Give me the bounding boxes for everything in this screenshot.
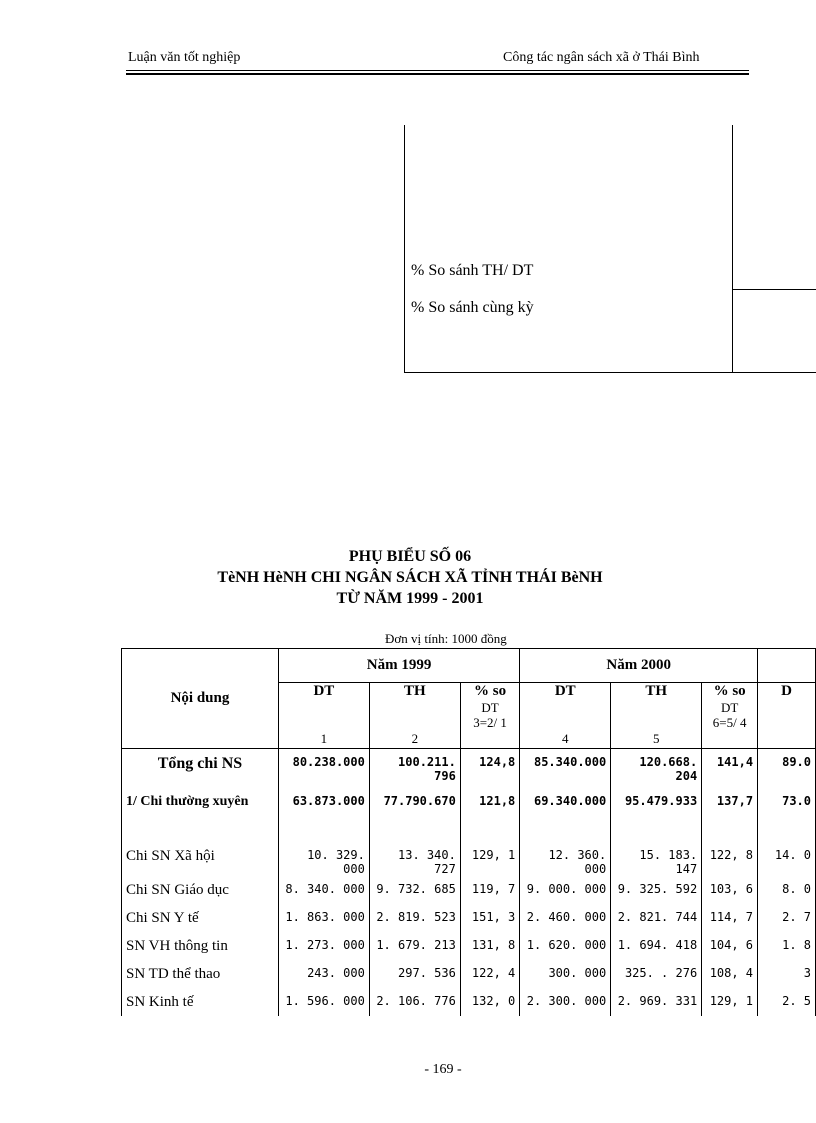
fragment-border-bottom <box>404 372 816 373</box>
cell-value: 141,4 <box>702 749 758 788</box>
cell-value: 8. 340. 000 <box>278 876 369 904</box>
cell-value: 2. 5 <box>758 988 816 1016</box>
cell-value: 121,8 <box>460 788 519 826</box>
row-label: SN TD thể thao <box>122 960 279 988</box>
cell-value: 2. 819. 523 <box>369 904 460 932</box>
cell-value: 300. 000 <box>520 960 611 988</box>
cell-value: 77.790.670 <box>369 788 460 826</box>
cell-value: 69.340.000 <box>520 788 611 826</box>
cell-value: 95.479.933 <box>611 788 702 826</box>
cell-value: 73.0 <box>758 788 816 826</box>
cell-value: 119, 7 <box>460 876 519 904</box>
cell-value: 63.873.000 <box>278 788 369 826</box>
cell-value: 2. 300. 000 <box>520 988 611 1016</box>
header-rule <box>126 70 749 71</box>
cell-value: 131, 8 <box>460 932 519 960</box>
table-row <box>122 749 816 788</box>
cell-value: 151, 3 <box>460 904 519 932</box>
cell-value: 2. 821. 744 <box>611 904 702 932</box>
cell-value: 2. 106. 776 <box>369 988 460 1016</box>
col-header: % so DT 3=2/ 1 <box>460 683 519 749</box>
table-row <box>122 960 816 988</box>
col-header: DT 1 <box>278 683 369 749</box>
cell-value: 1. 863. 000 <box>278 904 369 932</box>
cell-value: 2. 7 <box>758 904 816 932</box>
table-row <box>122 876 816 904</box>
cell-value: 80.238.000 <box>278 749 369 788</box>
header-rule-thick <box>126 73 749 75</box>
cell-value: 12. 360. 000 <box>520 826 611 876</box>
row-label: 1/ Chi thường xuyên <box>122 788 279 826</box>
cell-value: 1. 8 <box>758 932 816 960</box>
table-row <box>122 788 816 826</box>
col-header: DT 4 <box>520 683 611 749</box>
header-left: Luận văn tốt nghiệp <box>128 50 241 65</box>
cell-value: 129, 1 <box>460 826 519 876</box>
cell-value: 2. 460. 000 <box>520 904 611 932</box>
cell-value: 122, 4 <box>460 960 519 988</box>
cell-value: 132, 0 <box>460 988 519 1016</box>
cell-value: 9. 732. 685 <box>369 876 460 904</box>
row-label: SN VH thông tin <box>122 932 279 960</box>
cell-value: 325. . 276 <box>611 960 702 988</box>
page-number: - 169 - <box>424 1062 462 1077</box>
table-row <box>122 904 816 932</box>
cell-value: 89.0 <box>758 749 816 788</box>
cell-value: 1. 596. 000 <box>278 988 369 1016</box>
cell-value: 100.211. 796 <box>369 749 460 788</box>
cell-value: 14. 0 <box>758 826 816 876</box>
cell-value: 1. 694. 418 <box>611 932 702 960</box>
cell-value: 104, 6 <box>702 932 758 960</box>
header-right: Công tác ngân sách xã ở Thái Bình <box>503 50 700 65</box>
cell-value: 3 <box>758 960 816 988</box>
cell-value: 85.340.000 <box>520 749 611 788</box>
cell-value: 1. 679. 213 <box>369 932 460 960</box>
col-header: TH 2 <box>369 683 460 749</box>
cell-value: 120.668. 204 <box>611 749 702 788</box>
col-header: TH 5 <box>611 683 702 749</box>
cell-value: 1. 620. 000 <box>520 932 611 960</box>
row-label: Chi SN Y tế <box>122 904 279 932</box>
cell-value: 137,7 <box>702 788 758 826</box>
row-label: Chi SN Xã hội <box>122 826 279 876</box>
cell-value: 9. 325. 592 <box>611 876 702 904</box>
cell-value: 129, 1 <box>702 988 758 1016</box>
table-row <box>122 988 816 1016</box>
fragment-border-mid <box>732 125 733 372</box>
table-row <box>122 932 816 960</box>
cell-value: 9. 000. 000 <box>520 876 611 904</box>
cell-value: 124,8 <box>460 749 519 788</box>
fragment-border-inner <box>732 289 816 290</box>
year-2000-header: Năm 2000 <box>520 649 758 683</box>
cell-value: 8. 0 <box>758 876 816 904</box>
content-header: Nội dung <box>122 649 279 749</box>
spending-table <box>121 648 816 1016</box>
appendix-subtitle: TèNH HèNH CHI NGÂN SÁCH XÃ TỈNH THÁI BèNH <box>217 569 603 586</box>
unit-note: Đơn vị tính: 1000 đồng <box>385 631 507 646</box>
cell-value: 108, 4 <box>702 960 758 988</box>
cell-value: 10. 329. 000 <box>278 826 369 876</box>
row-label: Chi SN Giáo dục <box>122 876 279 904</box>
table-row <box>122 826 816 876</box>
cell-value: 13. 340. 727 <box>369 826 460 876</box>
cell-value: 15. 183. 147 <box>611 826 702 876</box>
fragment-compare-plan: % So sánh TH/ DT <box>411 262 534 279</box>
row-label: Tổng chi NS <box>122 749 279 788</box>
cell-value: 103, 6 <box>702 876 758 904</box>
row-label: SN Kinh tế <box>122 988 279 1016</box>
col-header: % so DT 6=5/ 4 <box>702 683 758 749</box>
cell-value: 1. 273. 000 <box>278 932 369 960</box>
cell-value: 297. 536 <box>369 960 460 988</box>
cell-value: 243. 000 <box>278 960 369 988</box>
cell-value: 122, 8 <box>702 826 758 876</box>
year-2001-header <box>758 649 816 683</box>
fragment-compare-period: % So sánh cùng kỳ <box>411 299 534 316</box>
year-1999-header: Năm 1999 <box>278 649 519 683</box>
col-header: D <box>758 683 816 749</box>
cell-value: 2. 969. 331 <box>611 988 702 1016</box>
appendix-period: TỪ NĂM 1999 - 2001 <box>336 590 484 607</box>
fragment-border-left <box>404 125 405 372</box>
appendix-title: PHỤ BIỂU SỐ 06 <box>348 548 472 565</box>
cell-value: 114, 7 <box>702 904 758 932</box>
